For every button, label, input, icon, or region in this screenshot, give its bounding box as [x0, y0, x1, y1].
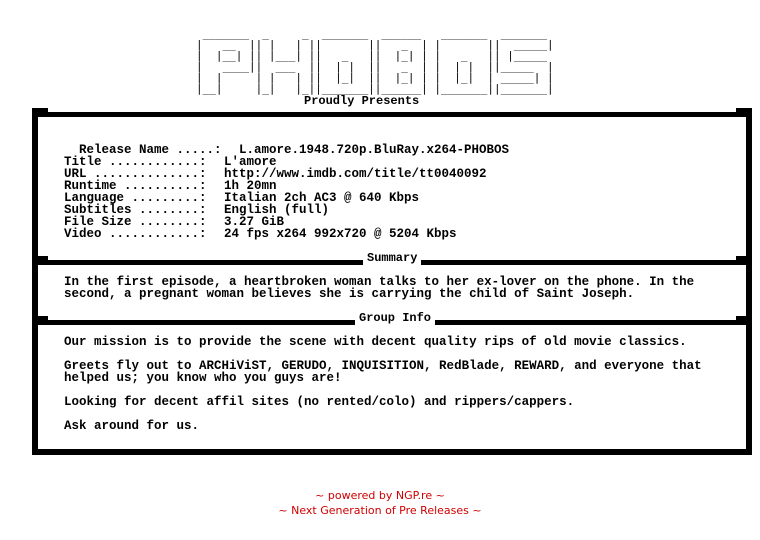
summary-divider-right-cap	[736, 256, 752, 265]
detail-row	[64, 228, 457, 240]
group-info-divider-left-cap	[32, 316, 48, 325]
frame-top-bar	[32, 112, 752, 117]
frame-bottom-bar	[32, 449, 752, 455]
detail-value: L'amore	[224, 155, 277, 169]
detail-label: Subtitles ........:	[64, 203, 207, 217]
release-name-value: L.amore.1948.720p.BluRay.x264-PHOBOS	[239, 143, 510, 157]
proudly-presents-text: Proudly Presents	[304, 94, 420, 108]
group-info-divider-right-cap	[736, 316, 752, 325]
detail-value: English (full)	[224, 203, 330, 217]
summary-divider-left-cap	[32, 256, 48, 265]
detail-value: http://www.imdb.com/title/tt0040092	[224, 167, 487, 181]
detail-value: 3.27 GiB	[224, 215, 285, 229]
next-generation-text: ~ Next Generation of Pre Releases ~	[278, 504, 482, 517]
frame-left-border	[32, 112, 38, 454]
group-info-para-2: Greets fly out to ARCHiViST, GERUDO, INQUISITION, RedBlade, REWARD, and everyone that helped us; you know who you guys are!	[64, 359, 702, 385]
release-name-row	[64, 132, 509, 156]
group-info-para-3: Looking for decent affil sites (no rented/colo) and rippers/cappers.	[64, 395, 575, 409]
detail-label: URL ..............:	[64, 167, 207, 181]
powered-by-text: ~ powered by NGP.re ~	[315, 489, 445, 502]
group-info-para-1: Our mission is to provide the scene with decent quality rips of old movie classics.	[64, 335, 687, 349]
detail-label: Runtime ..........:	[64, 179, 207, 193]
detail-value: Italian 2ch AC3 @ 640 Kbps	[224, 191, 420, 205]
phobos-ascii-logo: _______ _ _ _______ ______ _______ _______ | __ || | | || || _ | | || _____| | |__| || |___| || _ || |_| | | _ || |_____ | ____|| ___ || | | || _ | | | | ||_____ | | | | | | || |_| || |_| | | |_| | _____| | |__| |_| |_||_______||______| |_______||_______|	[196, 27, 554, 95]
frame-right-border	[746, 112, 752, 454]
group-info-para-4: Ask around for us.	[64, 419, 200, 433]
detail-value: 1h 20mn	[224, 179, 277, 193]
detail-label: File Size ........:	[64, 215, 207, 229]
detail-label: Video ............:	[64, 227, 207, 241]
detail-label: Title ............:	[64, 155, 207, 169]
release-name-label: Release Name .....:	[79, 143, 222, 157]
summary-text: In the first episode, a heartbroken woman talks to her ex-lover on the phone. In the second, a pregnant woman believes she is carrying the child of Saint Joseph.	[64, 275, 695, 301]
detail-value: 24 fps x264 992x720 @ 5204 Kbps	[224, 227, 457, 241]
group-info-title: Group Info	[355, 311, 435, 325]
summary-title: Summary	[363, 251, 421, 265]
detail-label: Language .........:	[64, 191, 207, 205]
